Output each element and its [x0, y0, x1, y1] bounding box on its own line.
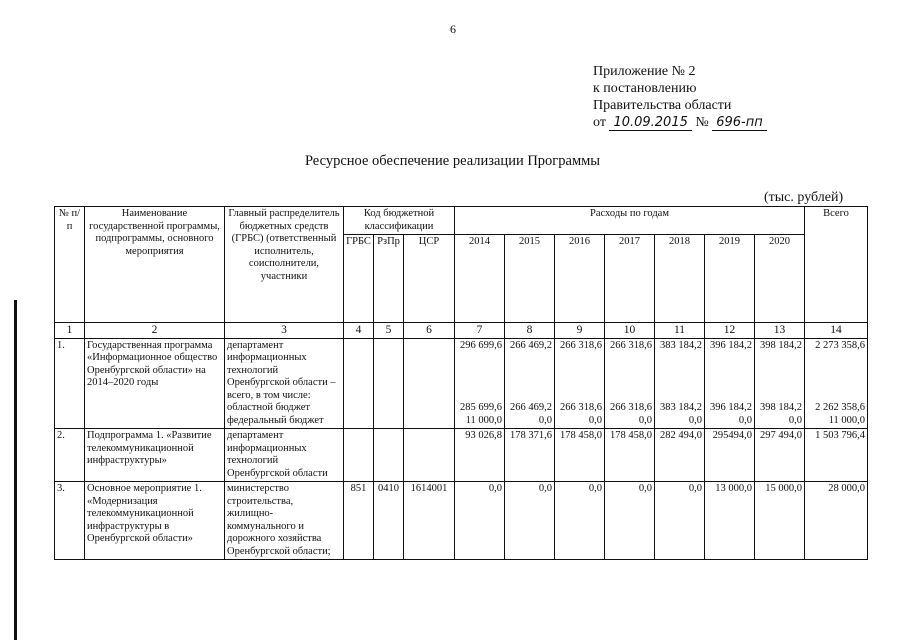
value-regional: 398 184,2 — [760, 402, 802, 413]
header-year: 2017 — [605, 235, 655, 323]
col-index: 6 — [404, 323, 455, 339]
value-regional: 266 318,6 — [560, 402, 602, 413]
col-index: 7 — [455, 323, 505, 339]
col-index: 5 — [374, 323, 404, 339]
row-grbs-code: 851 — [344, 482, 374, 560]
row-year-value: 15 000,0 — [755, 482, 805, 560]
row-year-value: 295494,0 — [705, 429, 755, 482]
header-name: Наименование государственной программы, подпрограммы, основного мероприятия — [85, 207, 225, 323]
row-year-value: 0,0 — [655, 482, 705, 560]
header-rzpr: РзПр — [374, 235, 404, 323]
value-total: 383 184,2 — [660, 339, 702, 351]
col-index: 4 — [344, 323, 374, 339]
col-index: 10 — [605, 323, 655, 339]
value-regional: 2 262 358,6 — [815, 402, 865, 413]
header-year: 2014 — [455, 235, 505, 323]
value-regional: 266 318,6 — [610, 402, 652, 413]
row-csr — [404, 338, 455, 429]
row-year-value: 178 458,0 — [555, 429, 605, 482]
row-rzpr: 0410 — [374, 482, 404, 560]
row-grbs-code — [344, 338, 374, 429]
value-regional: 383 184,2 — [660, 402, 702, 413]
header-num: № п/п — [55, 207, 85, 323]
units-label: (тыс. рублей) — [764, 190, 844, 205]
approval-date: 10.09.2015 — [609, 115, 691, 131]
row-year-value — [655, 338, 705, 429]
approval-line-3: Правительства области — [593, 98, 732, 113]
approval-number: 696-пп — [712, 115, 767, 131]
row-year-value — [605, 338, 655, 429]
row-num: 3. — [55, 482, 85, 560]
col-index: 8 — [505, 323, 555, 339]
column-index-row — [55, 323, 868, 339]
approval-date-prefix: от — [593, 115, 606, 130]
row-total: 1 503 796,4 — [805, 429, 868, 482]
value-federal: 11 000,0 — [828, 414, 865, 426]
row-year-value: 0,0 — [555, 482, 605, 560]
value-federal: 0,0 — [588, 414, 602, 426]
value-federal: 0,0 — [788, 414, 802, 426]
header-year: 2018 — [655, 235, 705, 323]
row-name: Основное мероприятие 1. «Модернизация телекоммуникационной инфраструктуры в Оренбургской области» — [85, 482, 225, 560]
scan-edge-mark — [14, 300, 17, 640]
row-grbs: департамент информационных технологий Оренбургской области — [225, 429, 344, 482]
row-year-value — [755, 338, 805, 429]
header-year: 2015 — [505, 235, 555, 323]
row-total — [805, 338, 868, 429]
row-grbs: министерство строительства, жилищно-коммунального и дорожного хозяйства Оренбургской области; — [225, 482, 344, 560]
header-grbs-code: ГРБС — [344, 235, 374, 323]
row-grbs-sub: федеральный бюджет — [227, 414, 324, 426]
row-total: 28 000,0 — [805, 482, 868, 560]
header-year: 2019 — [705, 235, 755, 323]
row-year-value: 93 026,8 — [455, 429, 505, 482]
header-year: 2020 — [755, 235, 805, 323]
row-grbs-text: департамент информационных технологий Оренбургской области – всего, в том числе: — [227, 339, 336, 401]
value-total: 296 699,6 — [460, 339, 502, 351]
row-year-value: 282 494,0 — [655, 429, 705, 482]
table-row — [55, 338, 868, 429]
value-total: 266 469,2 — [510, 339, 552, 351]
value-regional: 396 184,2 — [710, 402, 752, 413]
approval-number-prefix: № — [695, 115, 709, 130]
value-federal: 0,0 — [638, 414, 652, 426]
row-year-value — [455, 338, 505, 429]
value-federal: 0,0 — [538, 414, 552, 426]
value-total: 266 318,6 — [610, 339, 652, 351]
row-year-value: 0,0 — [605, 482, 655, 560]
value-regional: 266 469,2 — [510, 402, 552, 413]
row-year-value: 0,0 — [455, 482, 505, 560]
row-num: 2. — [55, 429, 85, 482]
col-index: 2 — [85, 323, 225, 339]
col-index: 13 — [755, 323, 805, 339]
approval-block — [593, 63, 767, 131]
header-csr: ЦСР — [404, 235, 455, 323]
col-index: 1 — [55, 323, 85, 339]
value-federal: 11 000,0 — [465, 414, 502, 426]
row-rzpr — [374, 338, 404, 429]
header-total: Всего — [805, 207, 868, 323]
col-index: 9 — [555, 323, 605, 339]
value-federal: 0,0 — [688, 414, 702, 426]
row-grbs-code — [344, 429, 374, 482]
row-name: Государственная программа «Информационное общество Оренбургской области» на 2014–2020 годы — [85, 338, 225, 429]
row-year-value: 0,0 — [505, 482, 555, 560]
approval-line-2: к постановлению — [593, 81, 697, 96]
row-year-value: 13 000,0 — [705, 482, 755, 560]
col-index: 12 — [705, 323, 755, 339]
value-total: 398 184,2 — [760, 339, 802, 351]
header-years: Расходы по годам — [455, 207, 805, 235]
approval-date-line — [593, 114, 767, 131]
row-year-value: 178 458,0 — [605, 429, 655, 482]
header-year: 2016 — [555, 235, 605, 323]
row-year-value: 297 494,0 — [755, 429, 805, 482]
document-title: Ресурсное обеспечение реализации Программы — [304, 153, 601, 169]
row-csr — [404, 429, 455, 482]
value-federal: 0,0 — [738, 414, 752, 426]
value-total: 2 273 358,6 — [815, 339, 865, 351]
approval-line-1: Приложение № 2 — [593, 64, 696, 79]
value-total: 266 318,6 — [560, 339, 602, 351]
row-year-value — [555, 338, 605, 429]
row-year-value: 178 371,6 — [505, 429, 555, 482]
row-name: Подпрограмма 1. «Развитие телекоммуникационной инфраструктуры» — [85, 429, 225, 482]
row-grbs-sub: областной бюджет — [227, 402, 310, 413]
row-num: 1. — [55, 338, 85, 429]
value-total: 396 184,2 — [710, 339, 752, 351]
row-grbs — [225, 338, 344, 429]
row-rzpr — [374, 429, 404, 482]
col-index: 11 — [655, 323, 705, 339]
row-year-value — [505, 338, 555, 429]
col-index: 14 — [805, 323, 868, 339]
table-row — [55, 482, 868, 560]
col-index: 3 — [225, 323, 344, 339]
resource-table — [54, 206, 868, 560]
header-row-1 — [55, 207, 868, 235]
row-csr: 1614001 — [404, 482, 455, 560]
row-year-value — [705, 338, 755, 429]
page-number: 6 — [450, 22, 456, 36]
header-code: Код бюджетной классификации — [344, 207, 455, 235]
header-grbs: Главный распределитель бюджетных средств (ГРБС) (ответственный исполнитель, соисполнители, участники — [225, 207, 344, 323]
value-regional: 285 699,6 — [460, 402, 502, 413]
table-row — [55, 429, 868, 482]
